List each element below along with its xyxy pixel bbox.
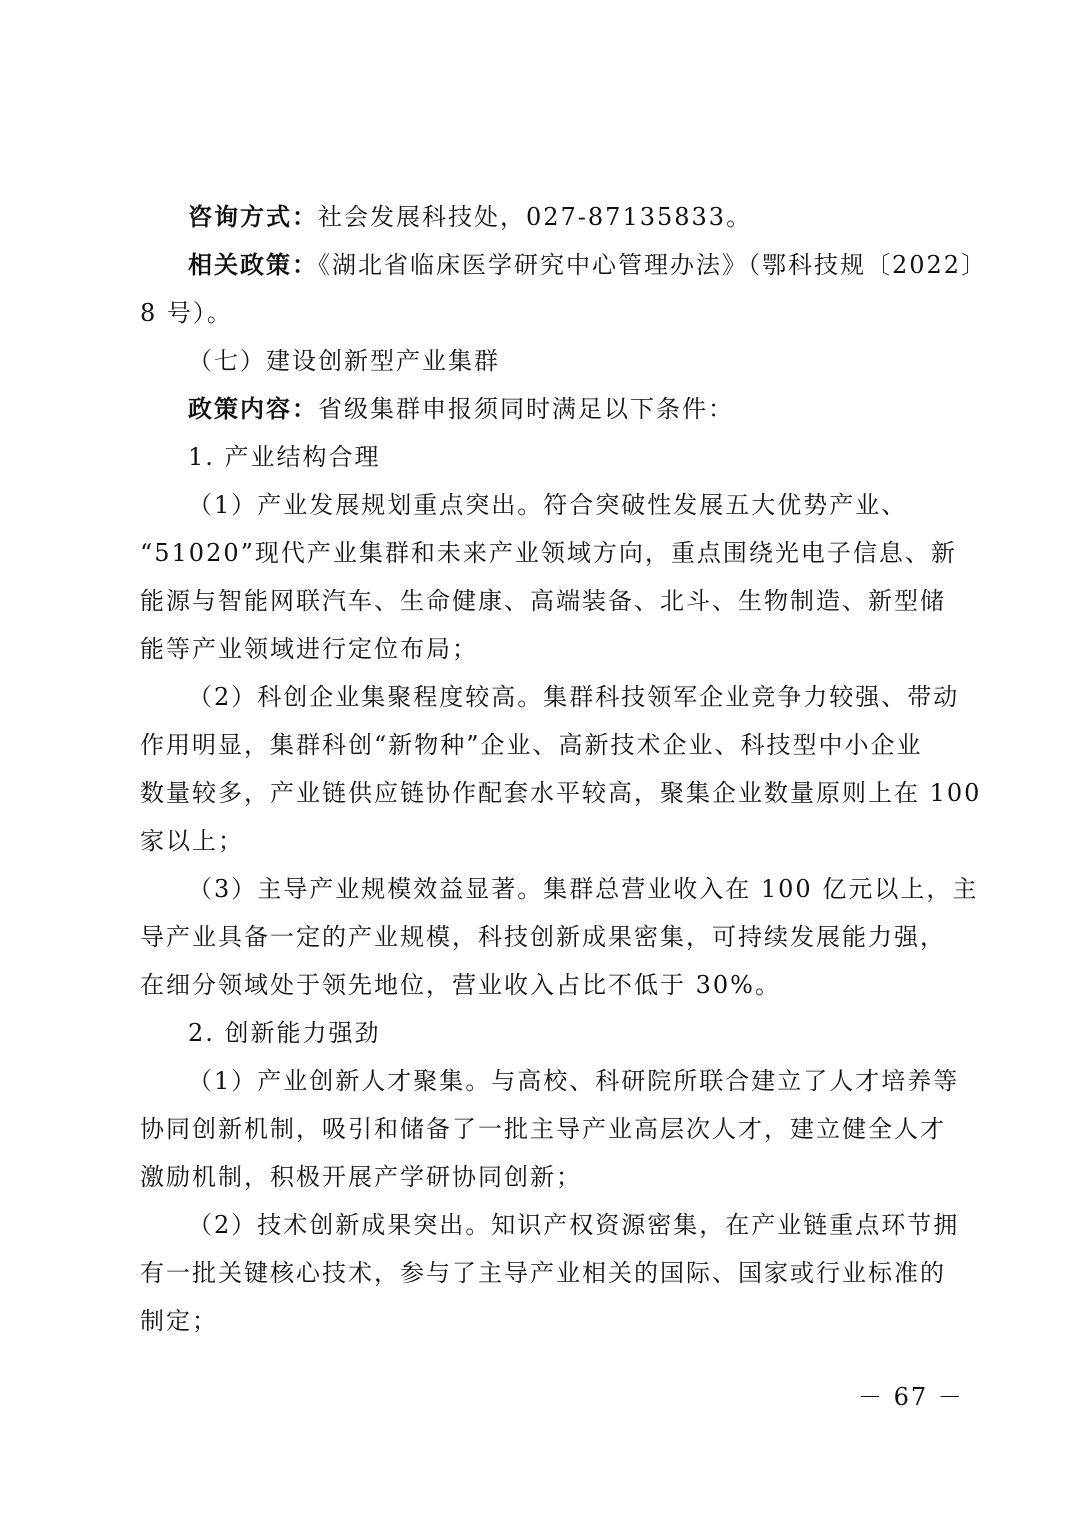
subheading-innovation-capability: 2. 创新能力强劲 [188,1019,381,1047]
policy-label: 相关政策： [188,251,318,279]
consult-label: 咨询方式： [188,203,318,231]
section-heading: （七）建设创新型产业集群 [188,347,500,375]
body-line: （1）产业发展规划重点突出。符合突破性发展五大优势产业、 [188,491,908,519]
policy-paragraph [188,250,988,280]
body-line: 数量较多，产业链供应链协作配套水平较高，聚集企业数量原则上在 100 [140,779,982,807]
body-line: （3）主导产业规模效益显著。集群总营业收入在 100 亿元以上，主 [188,875,979,903]
consult-paragraph [188,202,930,232]
body-line: （2）技术创新成果突出。知识产权资源密集，在产业链重点环节拥 [188,1211,960,1239]
body-line: 能等产业领域进行定位布局； [140,635,478,663]
body-line: “51020”现代产业集群和未来产业领域方向，重点围绕光电子信息、新 [140,539,957,567]
consult-text: 社会发展科技处，027-87135833。 [318,203,753,231]
body-line: 家以上； [140,827,244,855]
body-line: （1）产业创新人才聚集。与高校、科研院所联合建立了人才培养等 [188,1067,960,1095]
page-number: － 67 － [858,1383,964,1411]
policy-text-continued: 8 号）。 [140,299,233,327]
body-line: 能源与智能网联汽车、生命健康、高端装备、北斗、生物制造、新型储 [140,587,946,615]
content-text: 省级集群申报须同时满足以下条件： [318,395,734,423]
subheading-industry-structure: 1. 产业结构合理 [188,443,381,471]
body-line: 作用明显，集群科创“新物种”企业、高新技术企业、科技型中小企业 [140,731,923,759]
body-line: 激励机制，积极开展产学研协同创新； [140,1163,582,1191]
policy-text: 《湖北省临床医学研究中心管理办法》（鄂科技规〔2022〕 [318,251,988,279]
body-line: 导产业具备一定的产业规模，科技创新成果密集，可持续发展能力强， [140,923,946,951]
body-line: 有一批关键核心技术，参与了主导产业相关的国际、国家或行业标准的 [140,1259,946,1287]
body-line: （2）科创企业集聚程度较高。集群科技领军企业竞争力较强、带动 [188,683,960,711]
content-paragraph [188,394,930,424]
content-label: 政策内容： [188,395,318,423]
body-line: 在细分领域处于领先地位，营业收入占比不低于 30%。 [140,971,781,999]
body-line: 协同创新机制，吸引和储备了一批主导产业高层次人才，建立健全人才 [140,1115,946,1143]
body-line: 制定； [140,1307,218,1335]
